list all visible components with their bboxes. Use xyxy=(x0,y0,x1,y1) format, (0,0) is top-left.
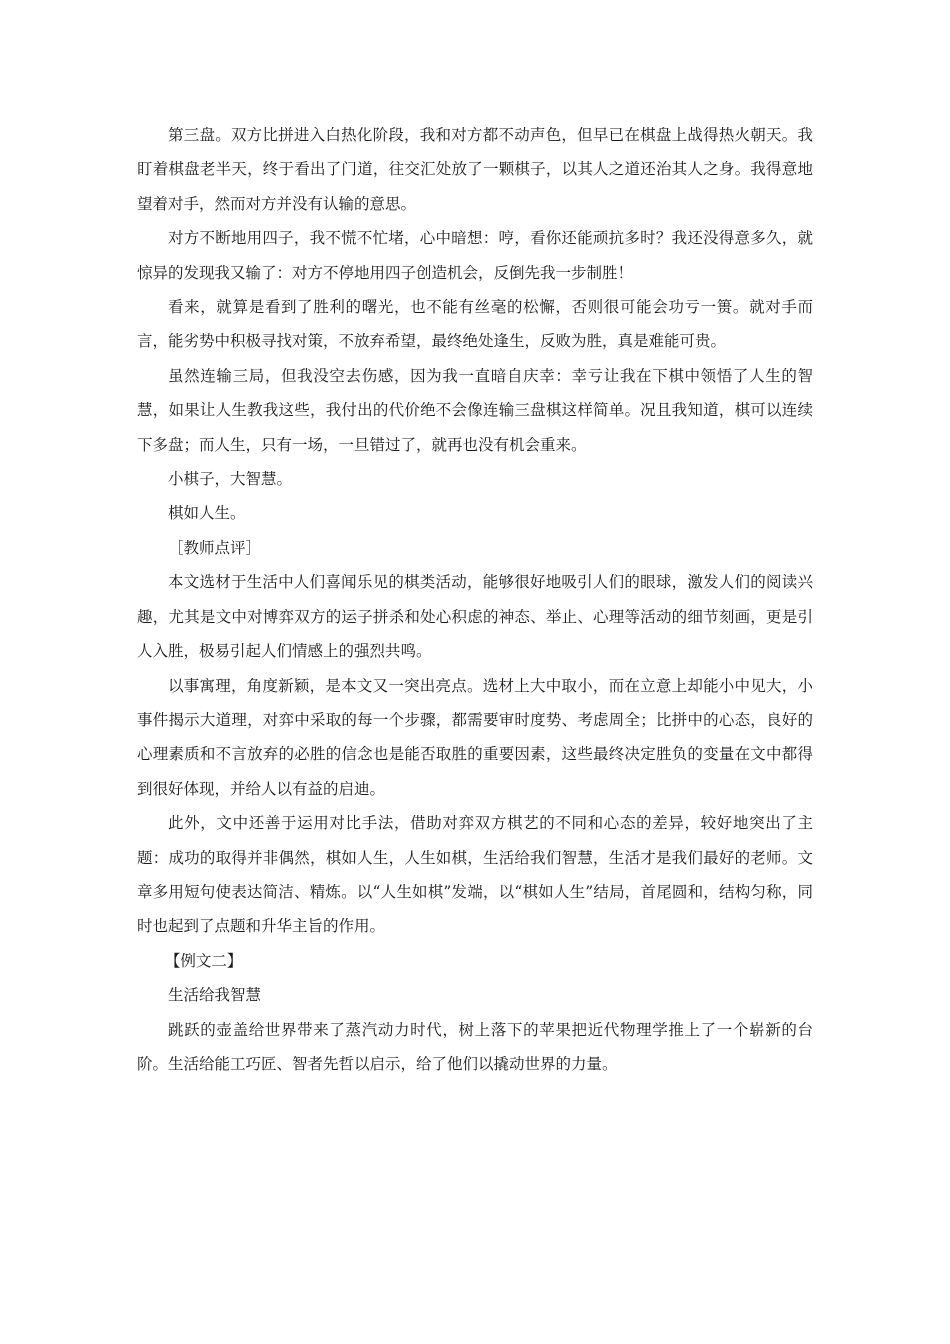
paragraph-lesson: 看来，就算是看到了胜利的曙光，也不能有丝毫的松懈，否则很可能会功亏一篑。就对手而言，能劣势中积极寻找对策，不放弃希望，最终绝处逢生，反败为胜，真是难能可贵。 xyxy=(137,298,813,351)
example-two-title: 生活给我智慧 xyxy=(168,986,262,1005)
paragraph-comment-1: 本文选材于生活中人们喜闻乐见的棋类活动，能够很好地吸引人们的眼球，激发人们的阅读兴趣，尤其是文中对博弈双方的运子拼杀和处心积虑的神态、举止、心理等活动的细节刻画，更是引人入胜，极易引起人们情感上的强烈共鸣。 xyxy=(137,573,813,661)
paragraph-chess-like-life: 棋如人生。 xyxy=(168,504,246,523)
paragraph-opponent-four: 对方不断地用四子，我不慌不忙堵，心中暗想：哼，看你还能顽抗多时？我还没得意多久，就惊异的发现我又输了：对方不停地用四子创造机会，反倒先我一步制胜！ xyxy=(137,229,813,282)
document-page xyxy=(137,118,813,1081)
paragraph-comment-3: 此外，文中还善于运用对比手法，借助对弈双方棋艺的不同和心态的差异，较好地突出了主题：成功的取得并非偶然，棋如人生，人生如棋，生活给我们智慧，生活才是我们最好的老师。文章多用短句使表达简洁、精炼。以“人生如棋”发端，以“棋如人生”结局，首尾圆和，结构匀称，同时也起到了点题和升华主旨的作用。 xyxy=(137,814,813,936)
paragraph-reflection: 虽然连输三局，但我没空去伤感，因为我一直暗自庆幸：幸亏让我在下棋中领悟了人生的智慧，如果让人生教我这些，我付出的代价绝不会像连输三盘棋这样简单。况且我知道，棋可以连续下多盘；而人生，只有一场，一旦错过了，就再也没有机会重来。 xyxy=(137,366,813,454)
paragraph-comment-2: 以事寓理，角度新颖，是本文又一突出亮点。选材上大中取小，而在立意上却能小中见大，小事件揭示大道理，对弈中采取的每一个步骤，都需要审时度势、考虑周全；比拼中的心态，良好的心理素质和不言放弃的必胜的信念也是能否取胜的重要因素，这些最终决定胜负的变量在文中都得到很好体现，并给人以有益的启迪。 xyxy=(137,676,813,798)
teacher-comment-heading: ［教师点评］ xyxy=(168,538,262,557)
paragraph-small-chess: 小棋子，大智慧。 xyxy=(168,470,293,489)
example-two-heading: 【例文二】 xyxy=(164,951,243,970)
paragraph-third-game: 第三盘。双方比拼进入白热化阶段，我和对方都不动声色，但早已在棋盘上战得热火朝天。我盯着棋盘老半天，终于看出了门道，往交汇处放了一颗棋子，以其人之道还治其人之身。我得意地望着对手，然而对方并没有认输的意思。 xyxy=(137,126,813,213)
paragraph-example-two-intro: 跳跃的壶盖给世界带来了蒸汽动力时代，树上落下的苹果把近代物理学推上了一个崭新的台阶。生活给能工巧匠、智者先哲以启示，给了他们以撬动世界的力量。 xyxy=(137,1020,813,1073)
